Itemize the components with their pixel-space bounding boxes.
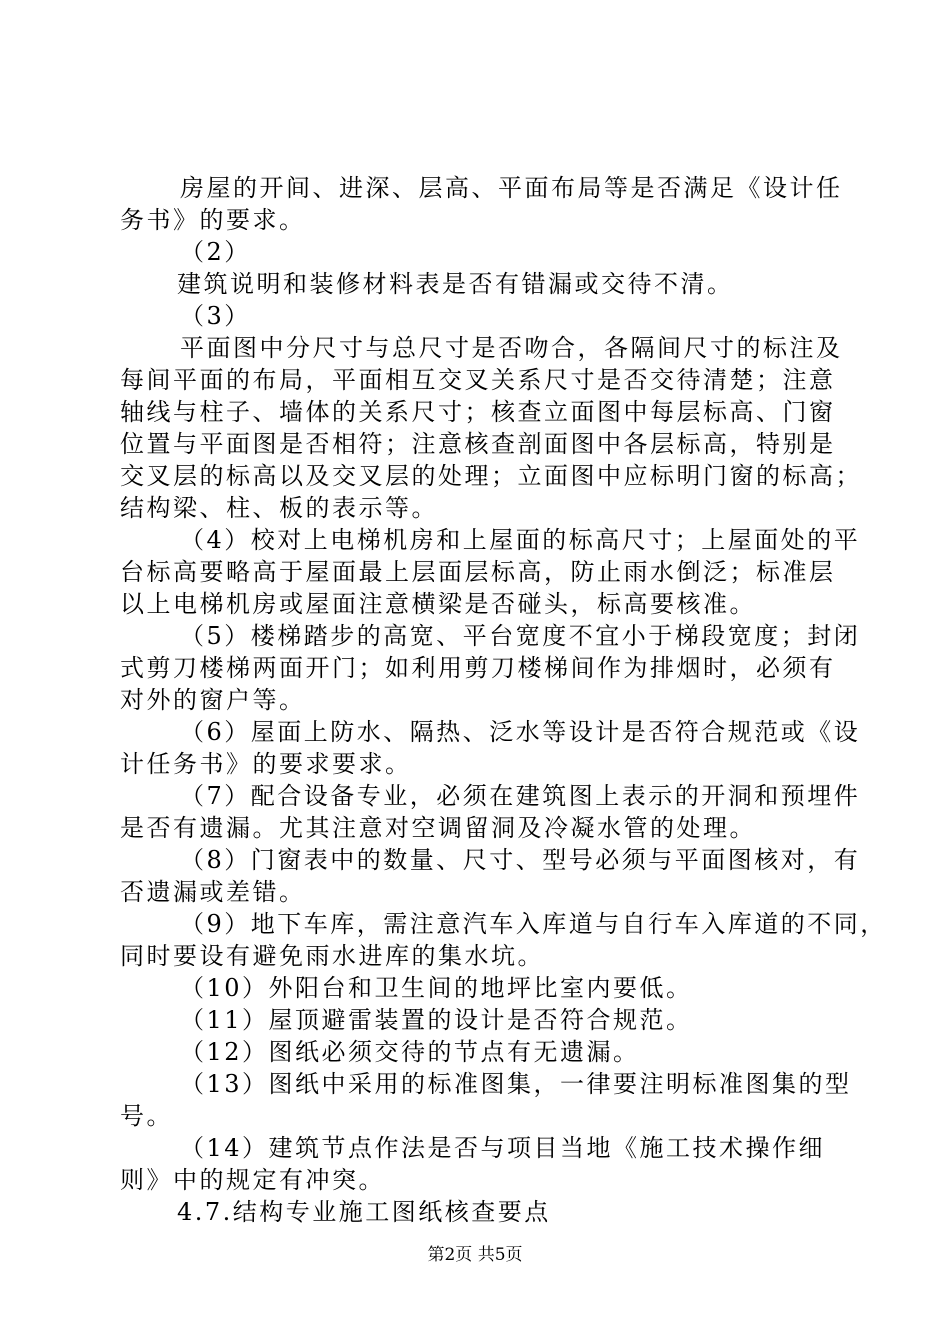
text-line: （12）图纸必须交待的节点有无遗漏。 <box>180 1038 640 1066</box>
text-line: （2） <box>180 238 251 266</box>
text-line: （6）屋面上防水、隔热、泛水等设计是否符合规范或《设 <box>180 718 861 746</box>
text-line: 以上电梯机房或屋面注意横梁是否碰头，标高要核准。 <box>120 590 756 618</box>
text-line: 式剪刀楼梯两面开门；如利用剪刀楼梯间作为排烟时，必须有 <box>120 654 836 682</box>
text-line: 务书》的要求。 <box>120 206 306 234</box>
text-line: 同时要设有避免雨水进库的集水坑。 <box>120 942 544 970</box>
text-line: 平面图中分尺寸与总尺寸是否吻合，各隔间尺寸的标注及 <box>180 334 843 362</box>
text-line: 对外的窗户等。 <box>120 686 306 714</box>
text-line: 4.7.结构专业施工图纸核查要点 <box>177 1198 551 1226</box>
text-line: （5）楼梯踏步的高宽、平台宽度不宜小于梯段宽度；封闭 <box>180 622 861 650</box>
text-line: 号。 <box>120 1102 173 1130</box>
text-line: （11）屋顶避雷装置的设计是否符合规范。 <box>180 1006 693 1034</box>
text-line: 是否有遗漏。尤其注意对空调留洞及冷凝水管的处理。 <box>120 814 756 842</box>
text-line: （4）校对上电梯机房和上屋面的标高尺寸；上屋面处的平 <box>180 526 861 554</box>
text-line: 位置与平面图是否相符；注意核查剖面图中各层标高，特别是 <box>120 430 836 458</box>
document-body <box>120 172 887 1228</box>
text-line: 则》中的规定有冲突。 <box>120 1166 385 1194</box>
text-line: 建筑说明和装修材料表是否有错漏或交待不清。 <box>177 270 734 298</box>
text-line: （7）配合设备专业，必须在建筑图上表示的开洞和预埋件 <box>180 782 861 810</box>
text-line: 计任务书》的要求要求。 <box>120 750 412 778</box>
text-line: （8）门窗表中的数量、尺寸、型号必须与平面图核对，有 <box>180 846 861 874</box>
text-line: 轴线与柱子、墙体的关系尺寸；核查立面图中每层标高、门窗 <box>120 398 836 426</box>
page-footer: 第2页 共5页 <box>427 1245 523 1265</box>
text-line: （13）图纸中采用的标准图集，一律要注明标准图集的型 <box>180 1070 852 1098</box>
text-line: （10）外阳台和卫生间的地坪比室内要低。 <box>180 974 693 1002</box>
text-line: 房屋的开间、进深、层高、平面布局等是否满足《设计任 <box>180 174 843 202</box>
text-line: 结构梁、柱、板的表示等。 <box>120 494 438 522</box>
text-line: （9）地下车库，需注意汽车入库道与自行车入库道的不同， <box>180 910 887 938</box>
text-line: 否遗漏或差错。 <box>120 878 306 906</box>
text-line: （3） <box>180 302 251 330</box>
text-line: 交叉层的标高以及交叉层的处理；立面图中应标明门窗的标高； <box>120 462 862 490</box>
text-line: 台标高要略高于屋面最上层面层标高，防止雨水倒泛；标准层 <box>120 558 836 586</box>
text-line: （14）建筑节点作法是否与项目当地《施工技术操作细 <box>180 1134 826 1162</box>
text-line: 每间平面的布局，平面相互交叉关系尺寸是否交待清楚；注意 <box>120 366 836 394</box>
